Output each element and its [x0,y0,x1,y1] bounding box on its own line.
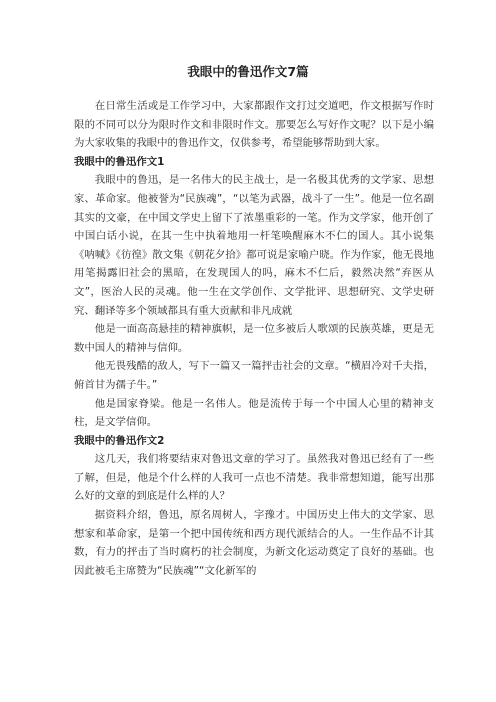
section-1-paragraph-2: 他是一面高高悬挂的精神旗帜，是一位多被后人歌颂的民族英雄，更是无数中国人的精神与信仰。 [74,323,434,354]
section-1-paragraph-4: 他是国家脊梁。他是一名伟人。他是流传于每一个中国人心里的精神支柱，是文学信仰。 [74,397,434,429]
section-1-paragraph-3: 他无畏残酷的敌人，写下一篇又一篇抨击社会的文章。“横眉冷对千夫指，俯首甘为孺子牛。” [74,360,434,391]
section-2-paragraph-1: 这几天，我们将要结束对鲁迅文章的学习了。虽然我对鲁迅已经有了一些了解，但是，他是个什么样的人我可一点也不清楚。我非常想知道，能写出那么好的文章的到底是什么样的人？ [74,453,434,503]
section-heading-2: 我眼中的鲁迅作文2 [74,434,165,447]
section-heading-1: 我眼中的鲁迅作文1 [74,155,165,168]
document-body [74,97,434,580]
intro-paragraph: 在日常生活或是工作学习中，大家都跟作文打过交道吧，作文根据写作时限的不同可以分为限时作文和非限时作文。那要怎么写好作文呢？以下是小编为大家收集的我眼中的鲁迅作文，仅供参考，希望能够帮助到大家。 [74,100,434,150]
section-1-paragraph-1: 我眼中的鲁迅，是一名伟大的民主战士，是一名极其优秀的文学家、思想家、革命家。他被誉为“民族魂”，“以笔为武器，战斗了一生”。他是一位名副其实的文豪，在中国文学史上留下了浓墨重彩的一笔。作为文学家，他开创了中国白话小说，在其一生中执着地用一杆笔唤醒麻木不仁的国人。其小说集《呐喊》《彷徨》散文集《朝花夕拾》都可说是家喻户晓。作为作家，他无畏地用笔揭露旧社会的黑暗，在发现国人的吗，麻木不仁后，毅然决然“弃医从文”，医治人民的灵魂。他一生在文学创作、文学批评、思想研究、文学史研究、翻译等多个领域都具有重大贡献和非凡成就 [74,174,434,317]
document-title: 我眼中的鲁迅作文7篇 [187,64,309,79]
section-2-paragraph-2: 据资料介绍，鲁迅，原名周树人，字豫才。中国历史上伟大的文学家、思想家和革命家，是第一个把中国传统和西方现代派结合的人。一生作品不计其数，有力的抨击了当时腐朽的社会制度，为新文化运动奠定了良好的基础。也因此被毛主席赞为“民族魂”“文化新军的 [74,509,434,577]
